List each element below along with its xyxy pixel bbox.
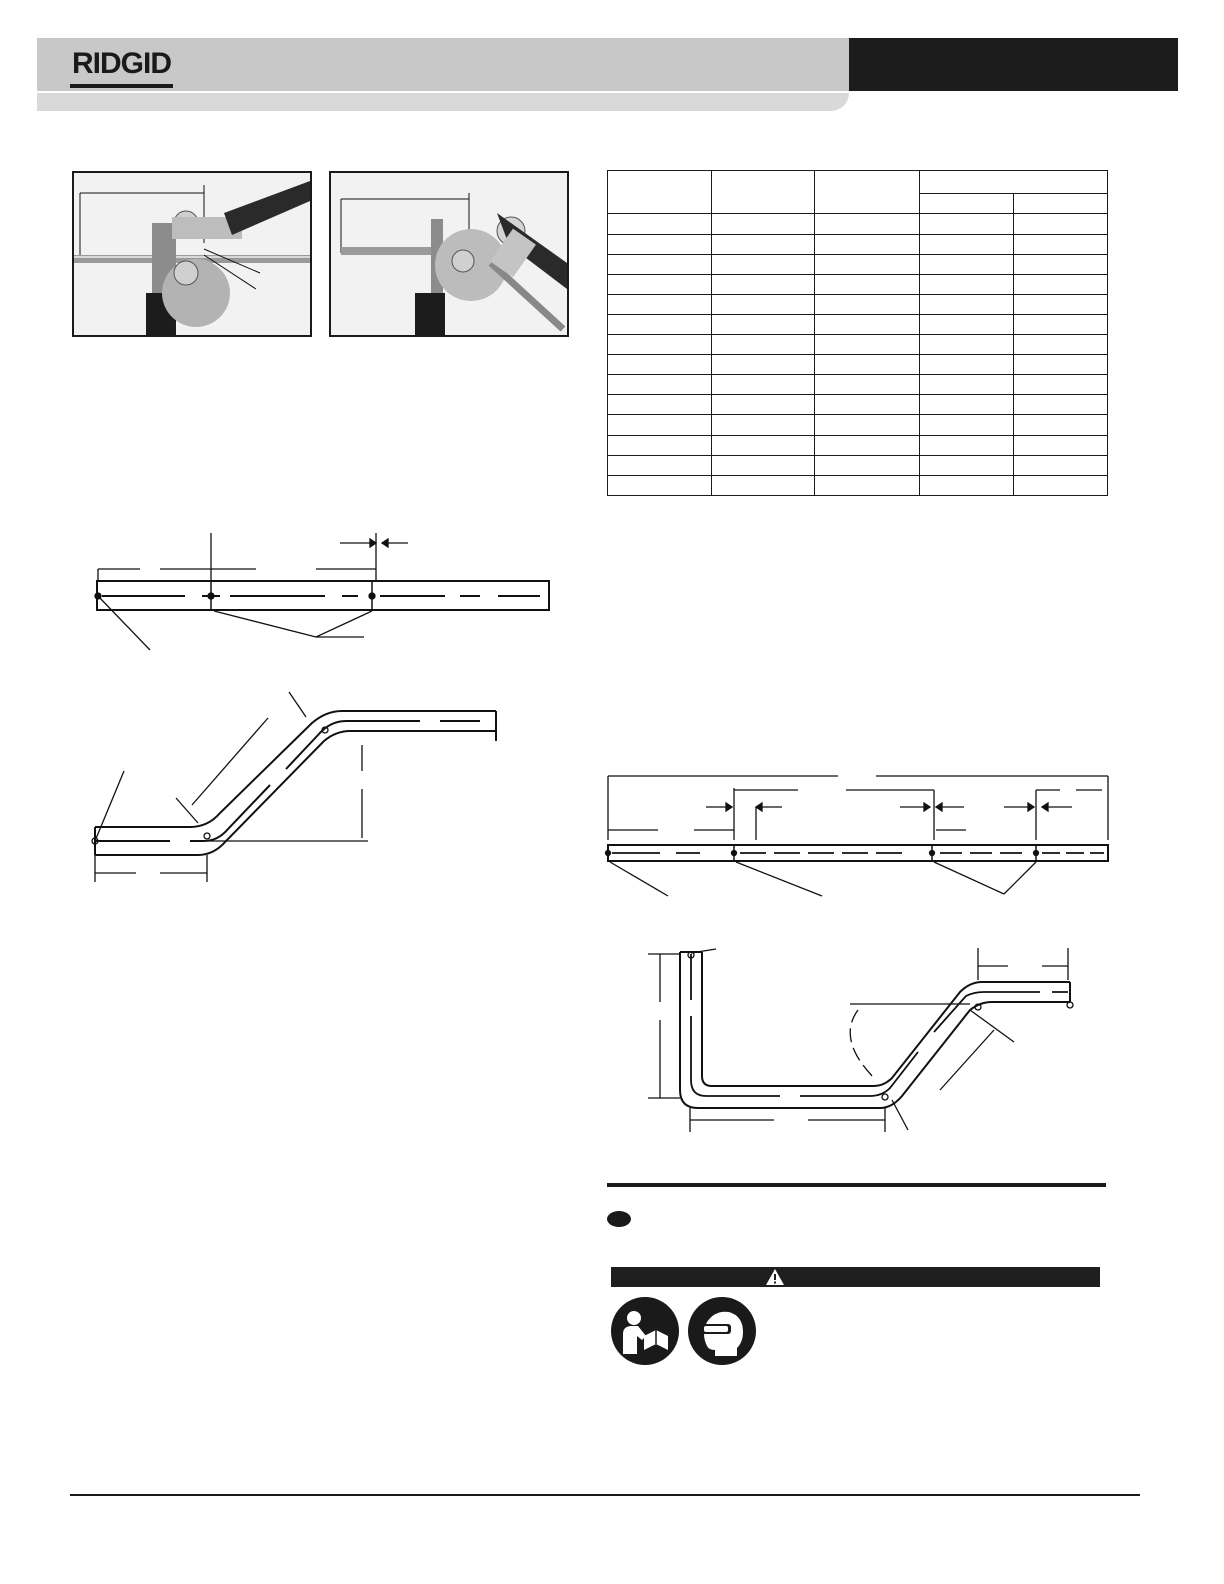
brand-logo: RIDGID bbox=[70, 44, 173, 88]
header-black-block bbox=[849, 38, 1178, 91]
table-header-cell bbox=[920, 171, 1108, 194]
footer-rule bbox=[70, 1494, 1140, 1496]
warning-triangle-icon bbox=[765, 1268, 785, 1286]
table-header-row bbox=[608, 171, 1108, 194]
table-row bbox=[608, 234, 1108, 254]
table-row bbox=[608, 475, 1108, 495]
table-row bbox=[608, 375, 1108, 395]
table-row bbox=[608, 395, 1108, 415]
header-subbar bbox=[37, 91, 849, 111]
bend-spec-table bbox=[607, 170, 1108, 496]
table-row bbox=[608, 214, 1108, 234]
tube-marking-diagram bbox=[80, 525, 570, 660]
section-rule bbox=[607, 1183, 1106, 1187]
safety-glasses-icon bbox=[687, 1296, 757, 1366]
table-header-cell bbox=[920, 194, 1014, 214]
table-header-cell bbox=[1014, 194, 1108, 214]
table-row bbox=[608, 415, 1108, 435]
offset-bend-diagram bbox=[80, 685, 500, 885]
table-row bbox=[608, 314, 1108, 334]
photo-bender-setup bbox=[72, 171, 312, 337]
table-row bbox=[608, 435, 1108, 455]
table-row bbox=[608, 455, 1108, 475]
warning-bar bbox=[611, 1267, 1100, 1287]
u-offset-bend-diagram bbox=[640, 940, 1090, 1140]
tube-bender-bending-photo bbox=[331, 173, 567, 335]
tube-marking-diagram-2 bbox=[600, 770, 1115, 900]
table-row bbox=[608, 274, 1108, 294]
table-row bbox=[608, 254, 1108, 274]
table-row bbox=[608, 294, 1108, 314]
table-row bbox=[608, 335, 1108, 355]
table-header-cell bbox=[608, 171, 712, 214]
table-header-cell bbox=[712, 171, 815, 214]
section-bullet bbox=[607, 1211, 631, 1227]
header-rule bbox=[37, 91, 849, 93]
table-row bbox=[608, 355, 1108, 375]
read-manual-icon bbox=[610, 1296, 680, 1366]
photo-bender-bending bbox=[329, 171, 569, 337]
tube-bender-on-tube-photo bbox=[74, 173, 310, 335]
table-header-cell bbox=[815, 171, 920, 214]
